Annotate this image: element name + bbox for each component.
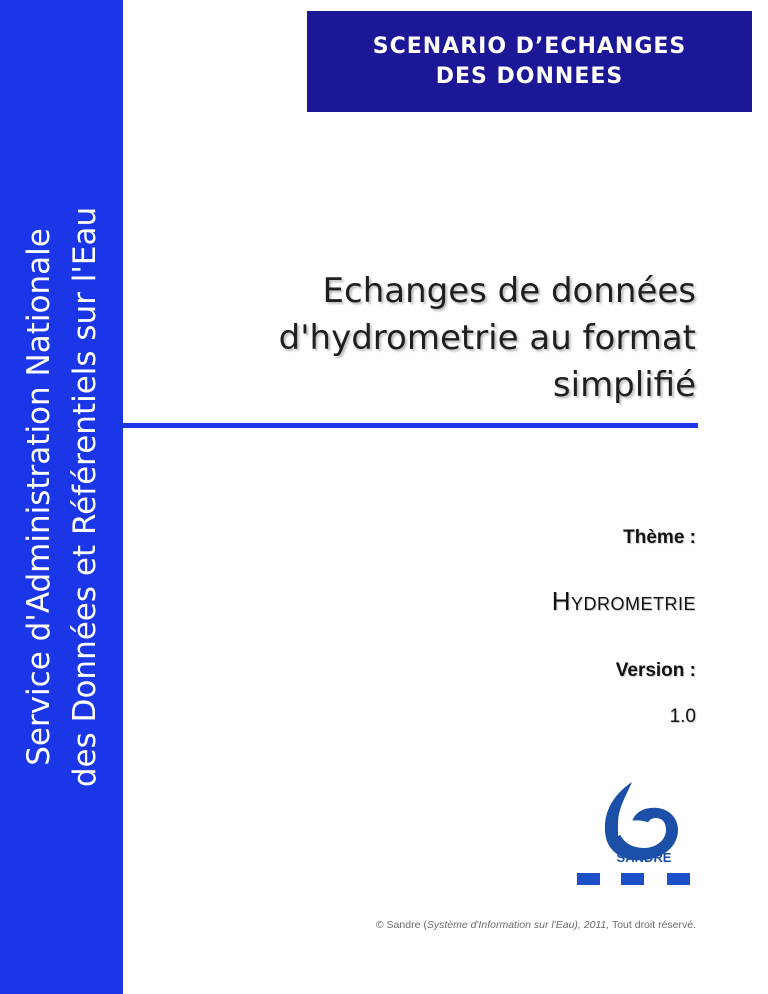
copyright-italic: Système d'Information sur l'Eau), 2011,	[426, 919, 610, 931]
header-line-2: DES DONNEES	[435, 63, 624, 89]
theme-value: Hydrometrie	[551, 586, 696, 616]
theme-label: Thème :	[623, 527, 696, 548]
copyright-prefix: © Sandre (	[375, 919, 427, 931]
copyright-notice	[376, 919, 696, 931]
header-banner	[307, 11, 752, 112]
logo-squares	[577, 873, 692, 885]
sidebar-line-2: des Données et Référentiels sur l'Eau	[67, 206, 103, 788]
logo-wordmark: SANDRE	[616, 850, 672, 865]
header-line-1: SCENARIO D’ECHANGES	[372, 33, 687, 59]
sidebar-line-1: Service d'Administration Nationale	[21, 228, 57, 766]
logo-square	[577, 873, 600, 885]
sidebar-organization-name	[16, 207, 108, 787]
version-value: 1.0	[669, 706, 696, 727]
copyright-suffix: Tout droit réservé.	[609, 919, 696, 931]
title-line-2: d'hydrometrie au format	[278, 318, 696, 358]
logo-square	[667, 873, 690, 885]
document-title	[176, 268, 696, 409]
title-line-1: Echanges de données	[322, 271, 696, 311]
version-label: Version :	[615, 660, 696, 681]
title-line-3: simplifié	[552, 365, 696, 405]
title-divider	[123, 423, 698, 428]
logo-square	[621, 873, 644, 885]
